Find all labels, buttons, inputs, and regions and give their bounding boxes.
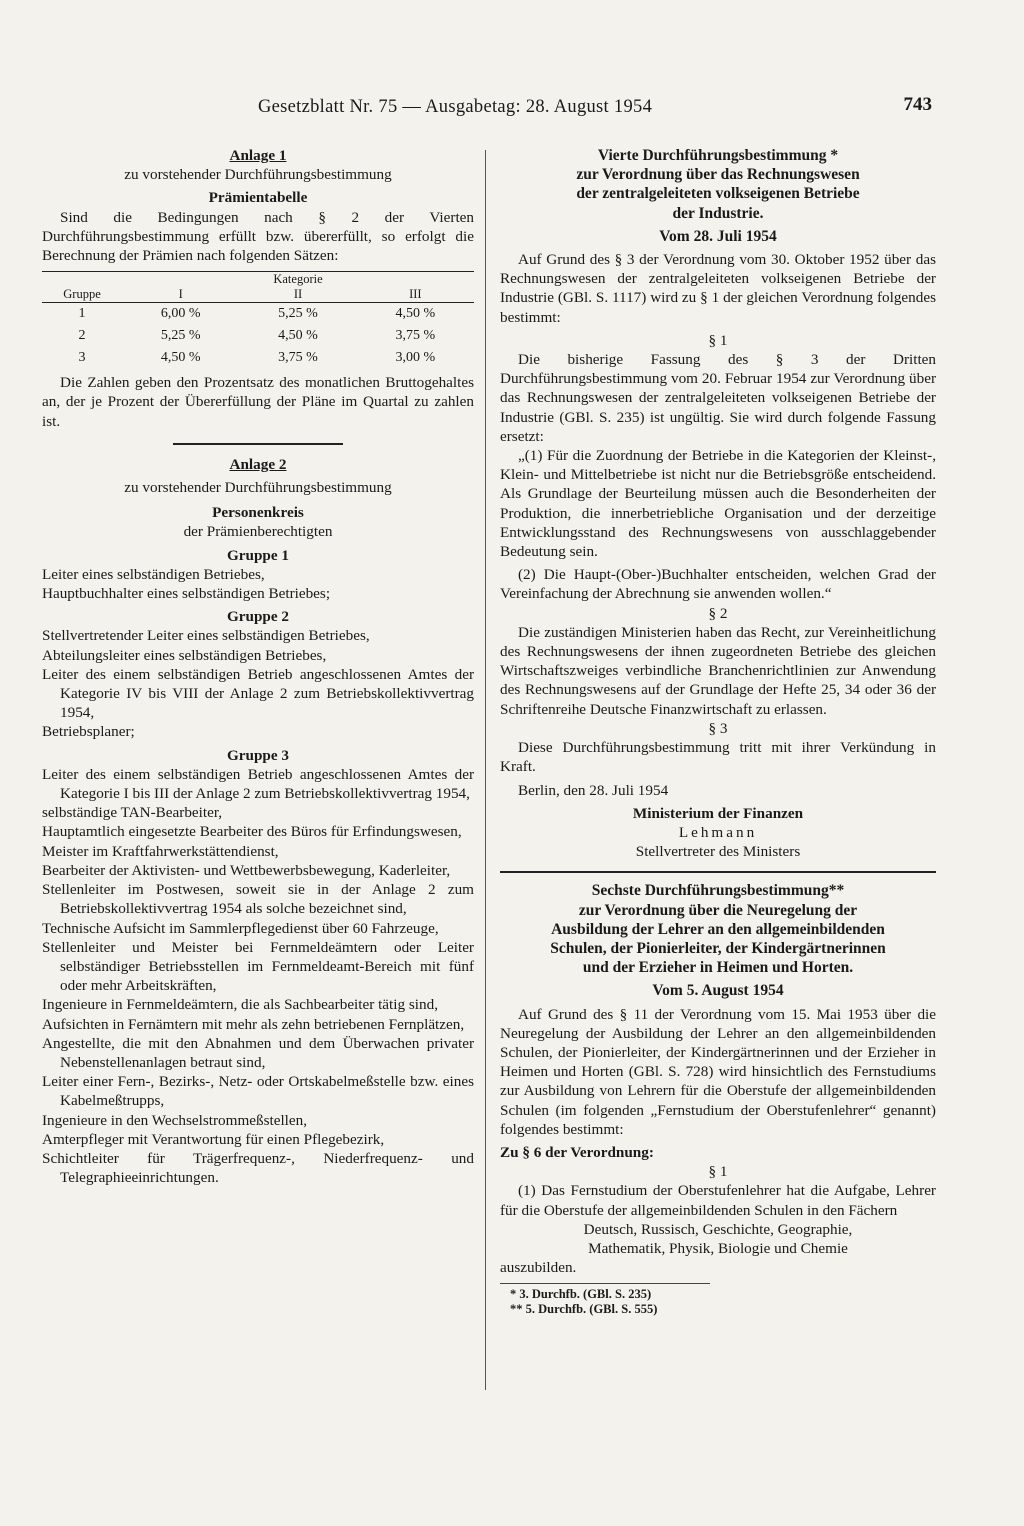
table-cell: 4,50 %: [160, 350, 201, 366]
vierte-date: Vom 28. Juli 1954: [659, 227, 777, 245]
vierte-section-3-text: Diese Durchführungsbestimmung tritt mit ihrer Verkündung in Kraft.: [500, 739, 936, 776]
ministry: Ministerium der Finanzen: [632, 804, 804, 822]
vierte-section-1: § 1: [708, 331, 728, 349]
anlage2-subtitle: zu vorstehender Durchführungsbestimmung: [124, 479, 392, 497]
vierte-intro: Auf Grund des § 3 der Verordnung vom 30. Oktober 1952 über das Rechnungswesen der zentralgeleiteten volkseigenen Betriebe der Industrie (GBl. S. 1117) wird zu § 1 der gleichen Verordnung folgendes bestimmt:: [500, 251, 936, 326]
list-item: Leiter des einem selbständigen Betrieb angeschlossenen Amtes der Kategorie I bis III der Anlage 2 zum Betriebskollektivvertrag 1954,: [42, 765, 474, 803]
section-divider: [500, 871, 936, 873]
list-item: Leiter des einem selbständigen Betrieb angeschlossenen Amtes der Kategorie IV bis VIII der Anlage 2 zum Betriebskollektivvertrag 1954,: [42, 665, 474, 722]
sechste-section-1-text: (1) Das Fernstudium der Oberstufenlehrer hat die Aufgabe, Lehrer für die Oberstufe der allgemeinbildenden Schulen in den Fächern: [500, 1182, 936, 1219]
vierte-quote-1: „(1) Für die Zuordnung der Betriebe in die Kategorien der Kleinst-, Klein- und Mittelbetriebe ist nicht nur die Betriebsgröße entscheidend. Als Grundlage der Beurteilung müssen auch die Besonderheiten der Produktion, die innerbetriebliche Organisation und der derzeitige Entwicklungsstand des Rechnungswesens von ausschlaggebender Bedeutung sein.: [500, 447, 936, 561]
table-row: [42, 303, 474, 326]
table-cell: 1: [78, 306, 86, 322]
vierte-quote-2: (2) Die Haupt-(Ober-)Buchhalter entscheiden, welchen Grad der Vereinfachung der Abrechnung sie anwenden wollen.“: [500, 566, 936, 603]
list-item: Aufsichten in Fernämtern mit mehr als zehn betriebenen Fernplätzen,: [42, 1015, 465, 1033]
sechste-section-1: § 1: [708, 1163, 728, 1181]
list-item: Bearbeiter der Aktivisten- und Wettbewerbsbewegung, Kaderleiter,: [42, 861, 451, 879]
vierte-title-3: der zentralgeleiteten volkseigenen Betriebe: [576, 185, 860, 203]
table-cell: 6,00 %: [160, 306, 201, 322]
list-item: Hauptbuchhalter eines selbständigen Betriebes;: [42, 585, 331, 603]
list-item: Ingenieure in den Wechselstrommeßstellen,: [42, 1111, 308, 1129]
list-item: Stellenleiter im Postwesen, soweit sie in der Anlage 2 zum Betriebskollektivvertrag 1954 als solche bezeichnet sind,: [42, 881, 474, 918]
list-item: Angestellte, die mit den Abnahmen und dem Überwachen privater Nebenstellenanlagen betraut sind,: [42, 1034, 474, 1071]
anlage2-title: Anlage 2: [229, 455, 287, 473]
list-item: Schichtleiter für Trägerfrequenz-, Niederfrequenz- und Telegraphieeinrichtungen.: [42, 1149, 474, 1187]
table-cell: 2: [78, 328, 86, 344]
anlage1-title: Anlage 1: [229, 147, 287, 164]
anlage1-subtitle: zu vorstehender Durchführungsbestimmung: [124, 166, 392, 184]
sechste-title-1: Sechste Durchführungsbestimmung**: [591, 882, 845, 900]
table-row: [42, 347, 474, 369]
table-header-kategorie: Kategorie: [122, 272, 474, 288]
running-head: [258, 94, 948, 127]
list-item: Stellvertretender Leiter eines selbständigen Betriebes,: [42, 627, 370, 645]
list-item: selbständige TAN-Bearbeiter,: [42, 804, 223, 822]
vierte-section-3: § 3: [708, 719, 728, 737]
anlage2-heading: Personenkreis: [212, 504, 304, 522]
table-row: [42, 325, 474, 347]
signer-name: Lehmann: [678, 823, 758, 841]
vierte-section-2-text: Die zuständigen Ministerien haben das Recht, zur Vereinheitlichung des Rechnungswesens der ihnen zugeordneten Betriebe des gleichen Wirtschaftszweiges verbindliche Branchenrichtlinien zur Anwendung des Rechnungswesens auf der Grundlage der Hefte 25, 34 oder 36 der Schriftenreihe Deutsche Finanzwirtschaft zu erlassen.: [500, 623, 936, 718]
vierte-section-2: § 2: [708, 604, 728, 622]
subjects-line-2: Mathematik, Physik, Biologie und Chemie: [588, 1239, 848, 1257]
list-item: Hauptamtlich eingesetzte Bearbeiter des Büros für Erfindungswesen,: [42, 823, 462, 841]
list-item: Betriebsplaner;: [42, 723, 135, 741]
list-item: Technische Aufsicht im Sammlerpflegedienst über 60 Fahrzeuge,: [42, 919, 439, 937]
sechste-intro: Auf Grund des § 11 der Verordnung vom 15. Mai 1953 über die Neuregelung der Ausbildung der Lehrer an den allgemeinbildenden Schulen, der Pionierleiter, der Kindergärtnerinnen und der Erzieher in Heimen und Horten (GBl. S. 728) wird hinsichtlich des Fernstudiums zur Ausbildung von Lehrern für die Oberstufe der allgemeinbildenden Schulen (im folgenden „Fernstudium der Oberstufenlehrer“ genannt) folgendes bestimmt:: [500, 1005, 936, 1138]
footnotes: [500, 1283, 710, 1317]
list-item: Ingenieure in Fernmeldeämtern, die als Sachbearbeiter tätig sind,: [42, 996, 438, 1014]
list-item: Amterpfleger mit Verantwortung für einen Pflegebezirk,: [42, 1130, 385, 1148]
vierte-title-1: Vierte Durchführungsbestimmung *: [597, 147, 839, 164]
table-cell: 3: [78, 350, 86, 366]
left-column: [42, 146, 474, 1187]
table-cell: 4,50 %: [278, 328, 318, 344]
table-header-k1: I: [122, 287, 239, 303]
list-item: Abteilungsleiter eines selbständigen Betriebes,: [42, 646, 327, 664]
table-cell: 5,25 %: [278, 306, 318, 322]
table-cell: 3,75 %: [395, 328, 436, 344]
page-number: 743: [903, 94, 932, 115]
anlage1-intro: Sind die Bedingungen nach § 2 der Vierten Durchführungsbestimmung erfüllt bzw. übererfüllt, so erfolgt die Berechnung der Prämien nach folgenden Sätzen:: [42, 208, 474, 265]
sechste-title-3: Ausbildung der Lehrer an den allgemeinbildenden: [551, 920, 885, 938]
gruppe2-title: Gruppe 2: [226, 608, 290, 626]
vierte-section-1-text: Die bisherige Fassung des § 3 der Dritten Durchführungsbestimmung vom 20. Februar 1954 zur Verordnung über das Rechnungswesen der zentralgeleiteten volkseigenen Betriebe der Industrie (GBl. S. 235) ist ungültig. Sie wird durch folgende Fassung ersetzt:: [500, 351, 936, 445]
footnote-1: * 3. Durchfb. (GBl. S. 235): [510, 1287, 652, 1302]
list-item: Meister im Kraftfahrwerkstättendienst,: [42, 842, 279, 860]
list-item: Leiter eines selbständigen Betriebes,: [42, 565, 265, 583]
signer-role: Stellvertreter des Ministers: [635, 843, 801, 861]
gruppe3-title: Gruppe 3: [226, 746, 290, 764]
table-cell: 4,50 %: [395, 306, 436, 322]
gruppe1-title: Gruppe 1: [226, 546, 290, 564]
place-date: Berlin, den 28. Juli 1954: [518, 781, 669, 799]
header-title: Gesetzblatt Nr. 75 — Ausgabetag: 28. August 1954: [258, 97, 653, 117]
vierte-title-4: der Industrie.: [672, 204, 764, 222]
anlage1-outro: Die Zahlen geben den Prozentsatz des monatlichen Bruttogehaltes an, der je Prozent der Übererfüllung der Pläne im Quartal zu zahlen ist.: [42, 374, 474, 430]
table-header-k2: II: [239, 287, 356, 303]
anlage1-heading: Prämientabelle: [208, 189, 308, 207]
list-item: Leiter einer Fern-, Bezirks-, Netz- oder Ortskabelmeßstelle bzw. eines Kabelmeßtrupps,: [42, 1073, 474, 1110]
zu-paragraph: Zu § 6 der Verordnung:: [500, 1143, 654, 1161]
footnote-2: ** 5. Durchfb. (GBl. S. 555): [510, 1302, 658, 1317]
subjects-line-1: Deutsch, Russisch, Geschichte, Geographie,: [583, 1220, 853, 1238]
right-column: [500, 146, 936, 1317]
table-header-k3: III: [357, 287, 474, 303]
sechste-title-4: Schulen, der Pionierleiter, der Kindergärtnerinnen: [550, 939, 886, 957]
list-item: Stellenleiter und Meister bei Fernmeldeämtern oder Leiter selbständiger Betriebsstellen im Fernmeldeamt-Bereich mit fünf oder mehr Arbeitskräften,: [42, 938, 474, 995]
anlage2-heading-sub: der Prämienberechtigten: [183, 523, 333, 541]
table-header-gruppe: Gruppe: [42, 287, 122, 303]
vierte-title-2: zur Verordnung über das Rechnungswesen: [576, 166, 860, 184]
sechste-title-5: und der Erzieher in Heimen und Horten.: [582, 959, 854, 977]
sechste-section-1-end: auszubilden.: [500, 1259, 577, 1277]
table-cell: 5,25 %: [160, 328, 201, 344]
section-divider: [173, 443, 343, 445]
sechste-title-2: zur Verordnung über die Neuregelung der: [578, 901, 858, 919]
table-cell: 3,00 %: [395, 350, 436, 366]
premium-table: [42, 271, 474, 369]
column-divider: [485, 150, 486, 1390]
sechste-date: Vom 5. August 1954: [652, 982, 784, 1000]
table-cell: 3,75 %: [278, 350, 318, 366]
